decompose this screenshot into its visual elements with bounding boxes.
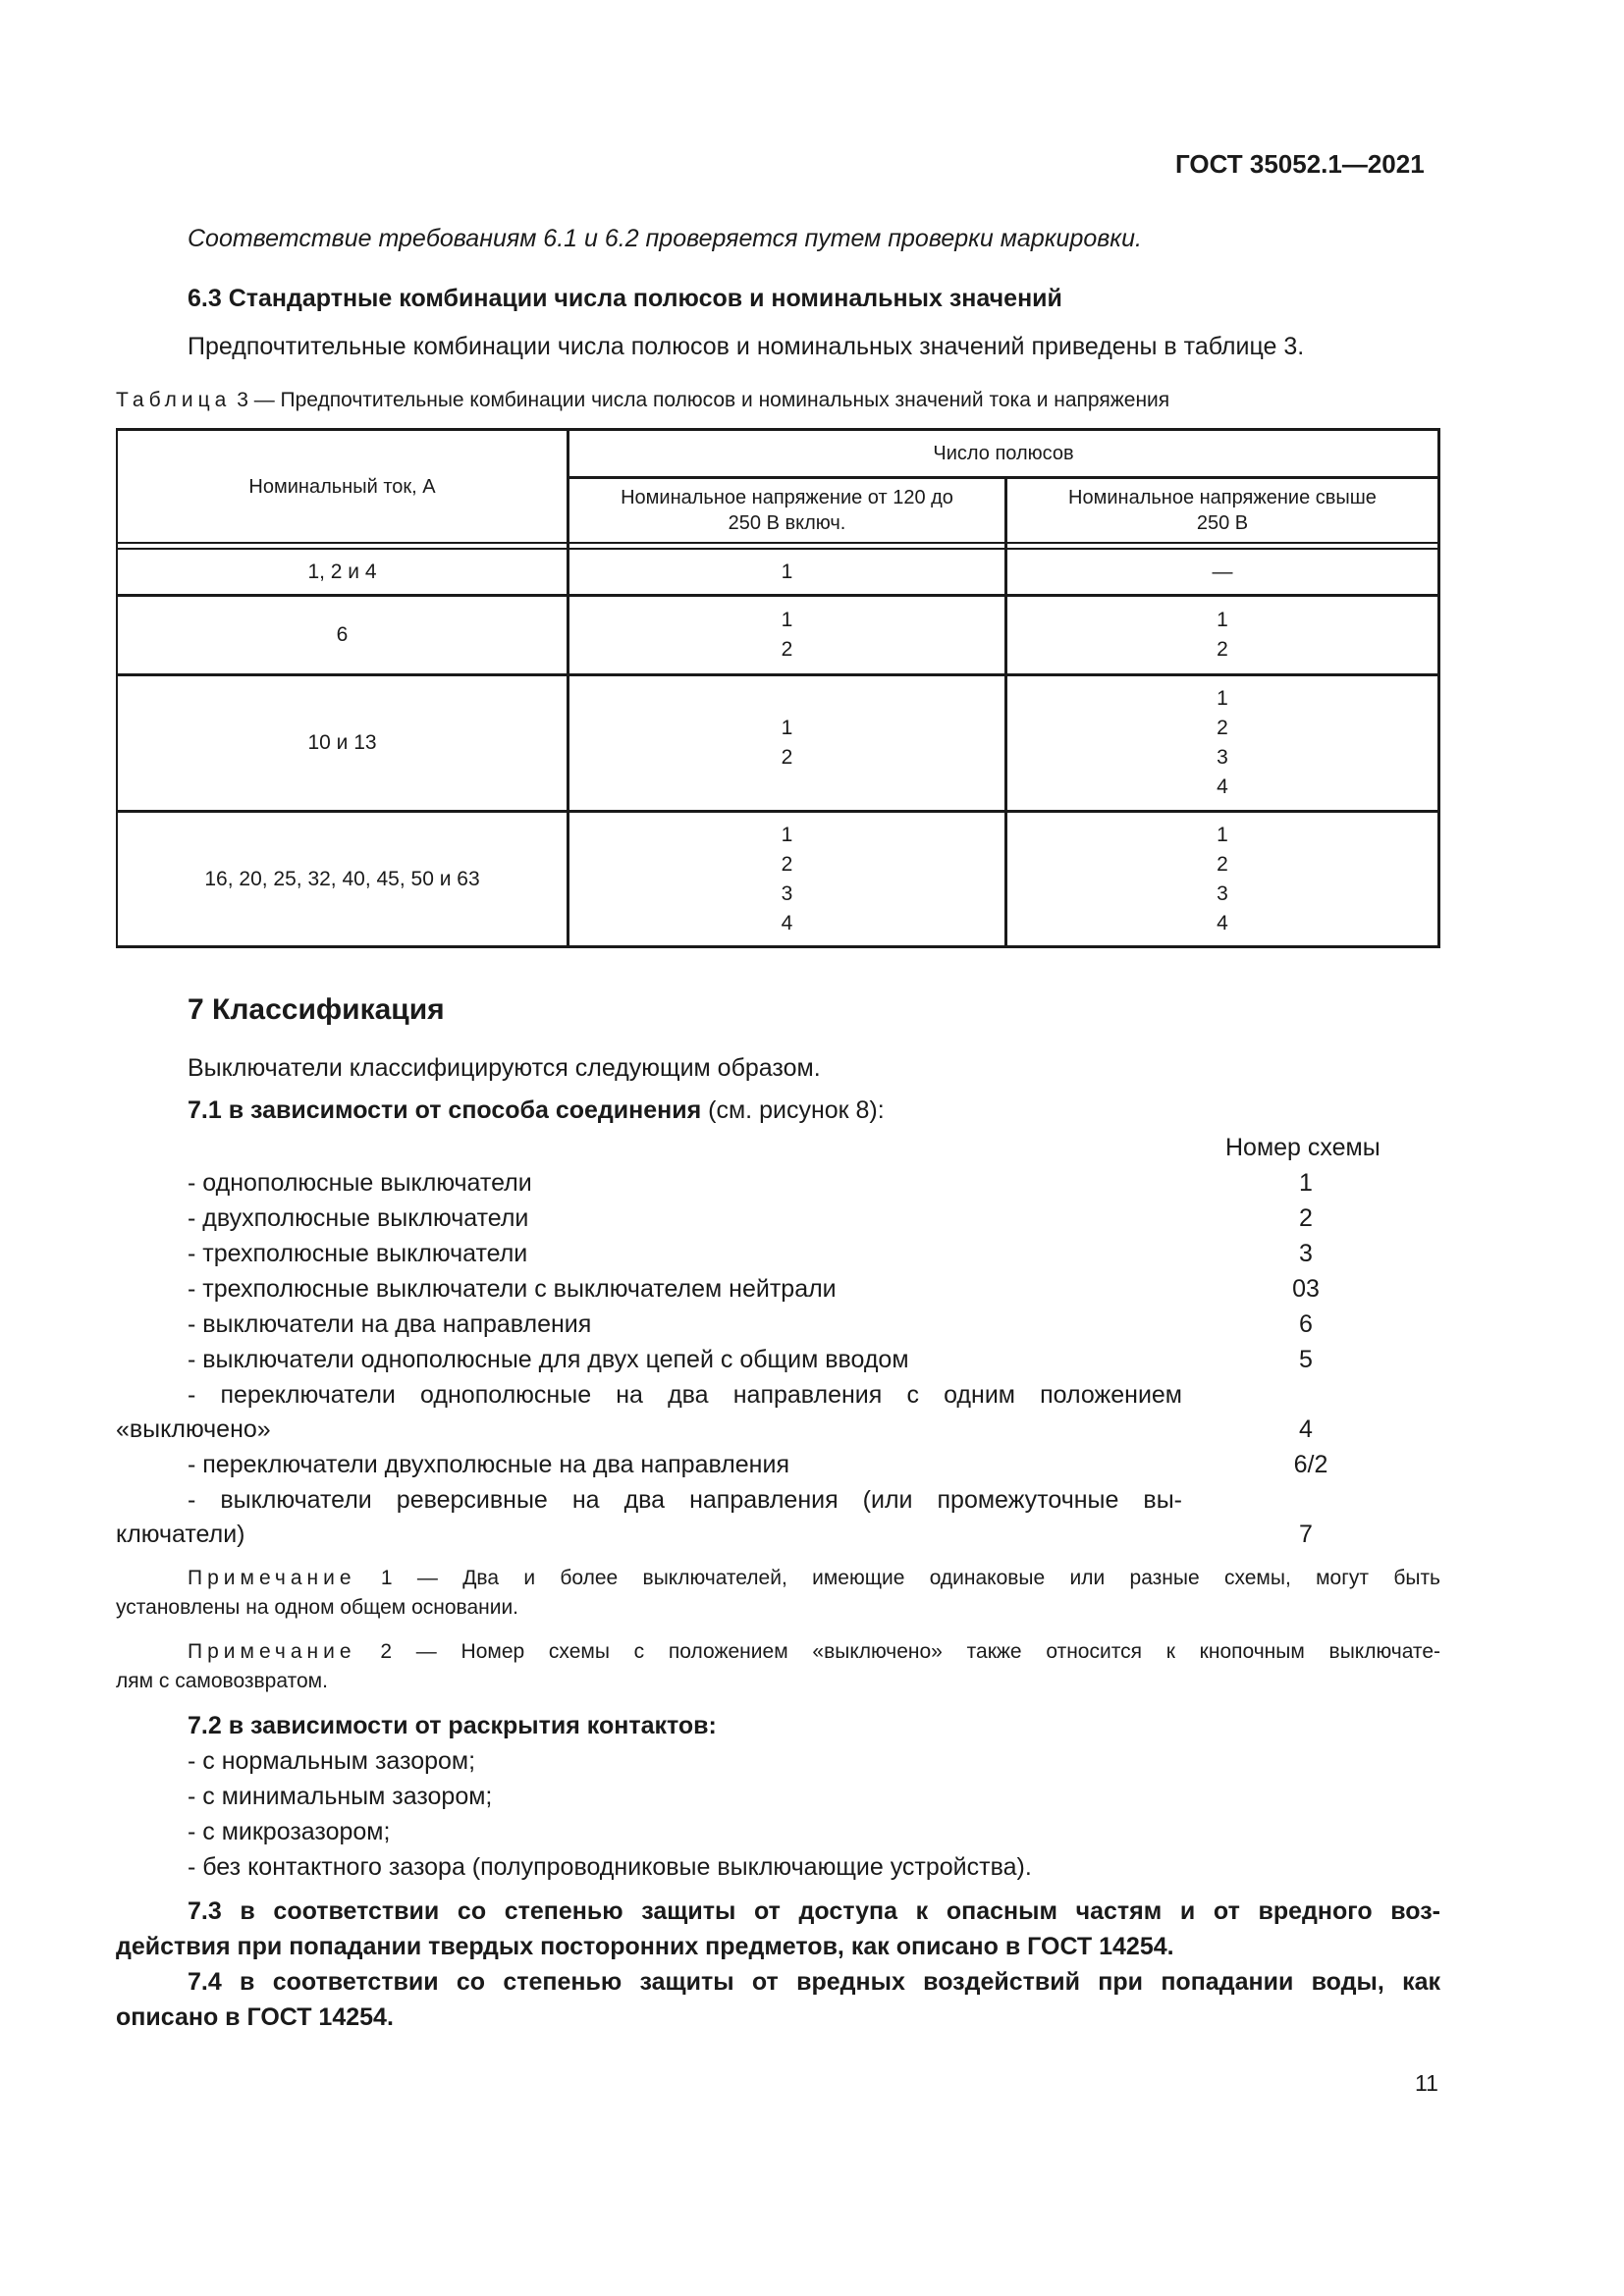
header-poles-group	[569, 431, 1437, 476]
table-caption	[116, 388, 1169, 413]
section-7-4-line2: описано в ГОСТ 14254.	[116, 2003, 394, 2031]
table-border-bottom	[116, 945, 1440, 948]
header-voltage-over-250	[1007, 479, 1437, 542]
table-row-2-over-250	[1007, 597, 1437, 673]
table-row-3-over-250	[1007, 676, 1437, 810]
header-poles-group-label: Число полюсов	[933, 443, 1074, 464]
cell-value: 2	[781, 746, 793, 769]
cell-current: 10 и 13	[307, 731, 377, 754]
list-item-label: - трехполюсные выключатели	[188, 1240, 528, 1267]
document-id: ГОСТ 35052.1—2021	[1175, 149, 1425, 179]
cell-value: 2	[1217, 852, 1228, 876]
cell-current: 16, 20, 25, 32, 40, 45, 50 и 63	[204, 867, 480, 890]
list-item-label: - выключатели реверсивные на два направления (или промежуточные вы-	[188, 1486, 1182, 1514]
cell-value: 2	[781, 852, 793, 876]
scheme-number-header: Номер схемы	[1225, 1134, 1380, 1161]
note-1-label: Примечание	[188, 1567, 356, 1589]
section-7-3-line2: действия при попадании твердых посторонних предметов, как описано в ГОСТ 14254.	[116, 1933, 1174, 1960]
note-1	[188, 1564, 1440, 1593]
note-2-line2: лям с самовозвратом.	[116, 1670, 328, 1692]
cell-value: 1	[781, 560, 793, 583]
section-7-1-suffix: (см. рисунок 8):	[701, 1096, 885, 1124]
list-item-label: - переключатели однополюсные на два направления с одним положением	[188, 1381, 1182, 1409]
section-7-4-line1: 7.4 в соответствии со степенью защиты от вредных воздействий при попадании воды, как	[188, 1968, 1440, 1996]
list-item-label: - выключатели на два направления	[188, 1310, 592, 1338]
section-7-1-heading	[188, 1095, 885, 1125]
table-caption-text: 3 — Предпочтительные комбинации числа полюсов и номинальных значений тока и напряжения	[237, 389, 1170, 411]
table-row-2-current	[118, 597, 567, 673]
list-item-label: - трехполюсные выключатели с выключателем нейтрали	[188, 1275, 837, 1303]
list-item-label: - переключатели двухполюсные на два направления	[188, 1451, 789, 1478]
list-item-scheme: 3	[1299, 1240, 1313, 1267]
section-7-3-line1: 7.3 в соответствии со степенью защиты от доступа к опасным частям и от вредного воз-	[188, 1897, 1440, 1925]
header-voltage-120-250-line1: Номинальное напряжение от 120 до	[621, 487, 953, 508]
section-7-heading: 7 Классификация	[188, 993, 445, 1026]
list-item-gap: - с нормальным зазором;	[188, 1747, 476, 1775]
cell-value: 2	[1217, 638, 1228, 661]
list-item-gap: - без контактного зазора (полупроводниковые выключающие устройства).	[188, 1853, 1032, 1881]
table-row-1-current	[118, 550, 567, 594]
list-item-scheme: 7	[1299, 1521, 1313, 1548]
cell-value: 3	[1217, 746, 1228, 769]
note-2	[188, 1637, 1440, 1667]
section-7-2-heading: 7.2 в зависимости от раскрытия контактов:	[188, 1712, 717, 1739]
cell-current: 6	[336, 623, 349, 646]
cell-value: 2	[1217, 717, 1228, 739]
list-item-scheme: 4	[1299, 1415, 1313, 1443]
table-row-4-over-250	[1007, 813, 1437, 945]
note-1-line1: 1 — Два и более выключателей, имеющие одинаковые или разные схемы, могут быть	[380, 1567, 1440, 1589]
header-nominal-current-label: Номинальный ток, А	[248, 475, 436, 498]
header-voltage-120-250-line2: 250 В включ.	[728, 512, 846, 534]
list-item-gap: - с микрозазором;	[188, 1818, 391, 1845]
cell-value: 1	[1217, 823, 1228, 846]
section-7-1-title: 7.1 в зависимости от способа соединения	[188, 1096, 702, 1124]
cell-value: 4	[1217, 775, 1228, 798]
header-nominal-current	[118, 431, 567, 542]
list-item-label-continued: ключатели)	[116, 1521, 245, 1548]
table-header-double-line-1	[116, 542, 1440, 544]
section-6-3-paragraph: Предпочтительные комбинации числа полюсов и номинальных значений приведены в таблице 3.	[188, 333, 1305, 360]
cell-value: 4	[1217, 911, 1228, 934]
list-item-label: - двухполюсные выключатели	[188, 1204, 529, 1232]
section-7-intro: Выключатели классифицируются следующим образом.	[188, 1054, 821, 1082]
header-voltage-over-250-line1: Номинальное напряжение свыше	[1068, 487, 1377, 508]
cell-value: 1	[781, 717, 793, 739]
list-item-scheme: 6/2	[1293, 1451, 1328, 1478]
list-item-label-continued: «выключено»	[116, 1415, 271, 1443]
list-item-scheme: 1	[1299, 1169, 1313, 1197]
cell-value: 4	[781, 911, 793, 934]
cell-value: 1	[781, 609, 793, 631]
note-2-line1: 2 — Номер схемы с положением «выключено» также относится к кнопочным выключате-	[380, 1640, 1440, 1663]
page-number: 11	[1415, 2070, 1438, 2096]
table-row-4-up-to-250	[569, 813, 1004, 945]
note-2-label: Примечание	[188, 1640, 356, 1663]
list-item-gap: - с минимальным зазором;	[188, 1783, 493, 1810]
cell-value: 1	[781, 823, 793, 846]
list-item-label: - выключатели однополюсные для двух цепей с общим вводом	[188, 1346, 909, 1373]
cell-value: 3	[1217, 881, 1228, 905]
cell-value: 1	[1217, 609, 1228, 631]
table-row-1-over-250	[1007, 550, 1437, 594]
cell-value: 2	[781, 638, 793, 661]
table-3	[116, 428, 1440, 948]
cell-value: 3	[781, 881, 793, 905]
table-row-4-current	[118, 813, 567, 945]
cell-value: —	[1212, 560, 1233, 583]
table-row-1-up-to-250	[569, 550, 1004, 594]
list-item-label: - однополюсные выключатели	[188, 1169, 532, 1197]
list-item-scheme: 03	[1292, 1275, 1320, 1303]
section-6-3-heading: 6.3 Стандартные комбинации числа полюсов и номинальных значений	[188, 285, 1062, 312]
list-item-scheme: 2	[1299, 1204, 1313, 1232]
table-border-right	[1437, 428, 1440, 948]
note-1-line2: установлены на одном общем основании.	[116, 1596, 519, 1619]
header-voltage-over-250-line2: 250 В	[1196, 512, 1249, 534]
header-voltage-120-250	[569, 479, 1004, 542]
cell-value: 1	[1217, 687, 1228, 710]
compliance-note: Соответствие требованиям 6.1 и 6.2 проверяется путем проверки маркировки.	[188, 225, 1142, 252]
cell-current: 1, 2 и 4	[307, 560, 377, 583]
list-item-scheme: 5	[1299, 1346, 1313, 1373]
table-caption-label: Таблица	[116, 389, 232, 411]
table-row-3-current	[118, 676, 567, 810]
list-item-scheme: 6	[1299, 1310, 1313, 1338]
table-row-2-up-to-250	[569, 597, 1004, 673]
table-row-3-up-to-250	[569, 676, 1004, 810]
